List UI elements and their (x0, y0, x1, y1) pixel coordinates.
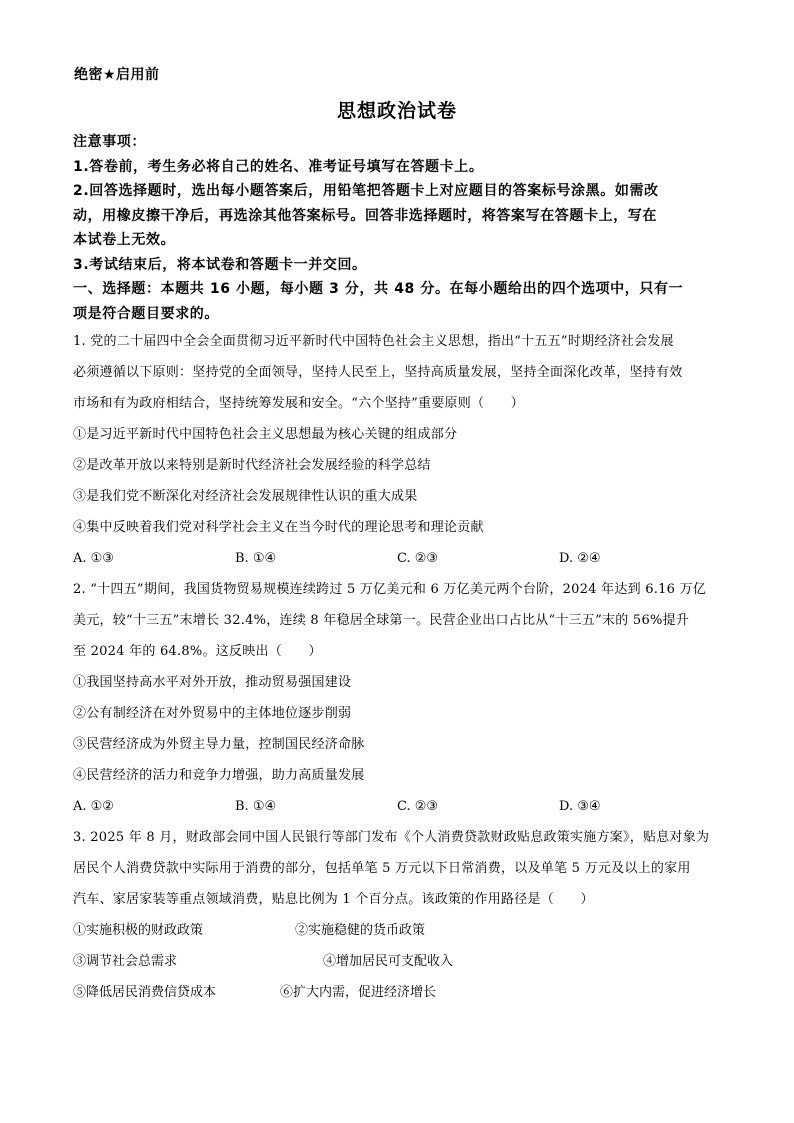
notice-item: 3.考试结束后，将本试卷和答题卡一并交回。 (73, 256, 367, 273)
question-3 (73, 822, 723, 1008)
option-c: C. ②③ (397, 551, 439, 566)
question-text: 美元，较“十三五”末增长 32.4%，连续 8 年稳居全球第一。民营企业出口占比从“十三五”末的 56%提升 (73, 613, 690, 628)
notice-item: 动，用橡皮擦干净后，再选涂其他答案标号。回答非选择题时，将答案写在答题卡上，写在 (73, 207, 657, 224)
statement: ①是习近平新时代中国特色社会主义思想最为核心关键的组成部分 (73, 427, 458, 442)
statement: ③是我们党不断深化对经济社会发展规律性认识的重大成果 (73, 489, 418, 504)
statement: ②是改革开放以来特别是新时代经济社会发展经验的科学总结 (73, 458, 431, 473)
question-text: 汽车、家居家装等重点领域消费，贴息比例为 1 个百分点。该政策的作用路径是（ ） (73, 892, 594, 907)
exam-title: 思想政治试卷 (336, 100, 457, 122)
statement: ②公有制经济在对外贸易中的主体地位逐步削弱 (73, 706, 352, 721)
option-b: B. ①④ (235, 799, 277, 814)
statement: ①我国坚持高水平对外开放，推动贸易强国建设 (73, 675, 352, 690)
statement-row (73, 946, 723, 977)
question-1 (73, 326, 723, 574)
option-d: D. ③④ (559, 799, 601, 814)
option-b: B. ①④ (235, 551, 277, 566)
option-a: A. ①③ (73, 551, 114, 566)
question-text: 1. 党的二十届四中全会全面贯彻习近平新时代中国特色社会主义思想，指出“十五五”时期经济社会发展 (73, 334, 674, 349)
question-text: 居民个人消费贷款中实际用于消费的部分，包括单笔 5 万元以下日常消费，以及单笔 5 万元及以上的家用 (73, 861, 691, 876)
statement: ④民营经济的活力和竞争力增强，助力高质量发展 (73, 768, 365, 783)
statement: ④增加居民可支配收入 (323, 954, 454, 969)
answer-options (73, 543, 723, 574)
statement: ⑥扩大内需，促进经济增长 (280, 985, 437, 1000)
option-c: C. ②③ (397, 799, 439, 814)
question-2 (73, 574, 723, 822)
statement: ③民营经济成为外贸主导力量，控制国民经济命脉 (73, 737, 365, 752)
question-text: 3. 2025 年 8 月，财政部会同中国人民银行等部门发布《个人消费贷款财政贴息政策实施方案》，贴息对象为 (73, 830, 710, 845)
statement: ④集中反映着我们党对科学社会主义在当今时代的理论思考和理论贡献 (73, 520, 484, 535)
section-heading-cont: 项是符合题目要求的。 (73, 305, 219, 322)
statement: ③调节社会总需求 (73, 954, 178, 969)
question-text: 市场和有为政府相结合，坚持统筹发展和安全。“六个坚持”重要原则（ ） (73, 396, 525, 411)
notice-item: 2.回答选择题时，选出每小题答案后，用铅笔把答题卡上对应题目的答案标号涂黑。如需改 (73, 183, 659, 199)
notice-item: 本试卷上无效。 (73, 232, 176, 248)
notice-item: 1.答卷前，考生务必将自己的姓名、准考证号填写在答题卡上。 (73, 158, 484, 175)
question-text: 至 2024 年的 64.8%。这反映出（ ） (73, 644, 322, 659)
question-text: 2. “十四五”期间，我国货物贸易规模连续跨过 5 万亿美元和 6 万亿美元两个台阶，2024 年达到 6.16 万亿 (73, 582, 707, 597)
statement: ⑤降低居民消费信贷成本 (73, 985, 217, 1000)
question-text: 必须遵循以下原则：坚持党的全面领导，坚持人民至上，坚持高质量发展，坚持全面深化改革，坚持有效 (73, 365, 683, 380)
option-a: A. ①② (73, 799, 114, 814)
answer-options (73, 791, 723, 822)
exam-content (73, 130, 723, 1008)
section-heading: 一、选择题：本题共 16 小题，每小题 3 分，共 48 分。在每小题给出的四个选项中，只有一 (73, 281, 684, 297)
statement-row (73, 977, 723, 1008)
statement: ②实施稳健的货币政策 (295, 923, 426, 938)
notice-heading: 注意事项： (73, 134, 146, 150)
confidential-label: 绝密★启用前 (74, 67, 160, 83)
option-d: D. ②④ (559, 551, 601, 566)
statement: ①实施积极的财政政策 (73, 923, 204, 938)
statement-row (73, 915, 723, 946)
